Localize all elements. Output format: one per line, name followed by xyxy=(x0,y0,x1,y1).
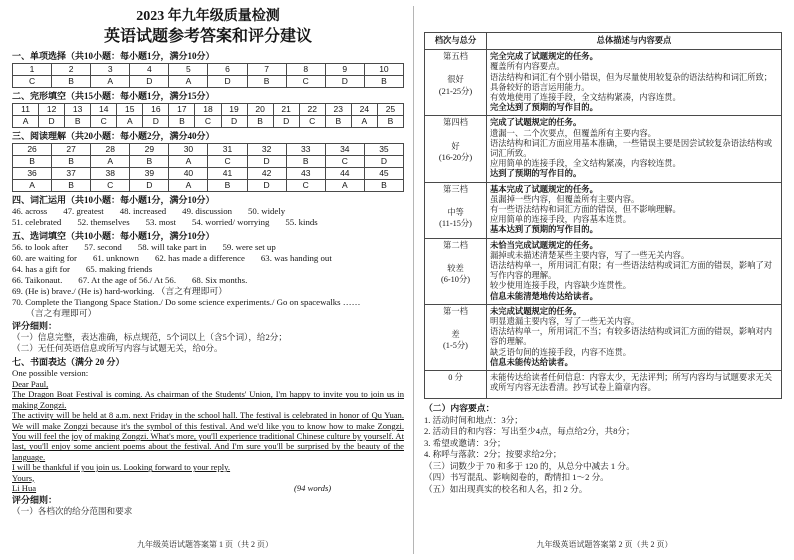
answer-letter: B xyxy=(364,180,403,192)
question-number-row xyxy=(13,104,404,116)
answer-item: 65. making friends xyxy=(85,264,153,274)
tier-grade: 差 xyxy=(451,330,460,340)
answer-row xyxy=(13,156,404,168)
tier-description-line: 覆盖所有内容要点。 xyxy=(490,62,565,72)
tier-description-cell xyxy=(487,304,782,370)
answer-item: 67. At the age of 56./ At 56. xyxy=(78,275,177,285)
tier-description-line: 基本达到了预期的写作目的。 xyxy=(490,225,598,235)
grading-row xyxy=(425,116,782,182)
answer-item: 70. Complete the Tiangong Space Station./ Do some science experiments./ Go on spacewalks …… xyxy=(12,297,361,307)
tier-description-line: 完全完成了试题规定的任务。 xyxy=(490,52,598,62)
tier-description-cell xyxy=(487,50,782,116)
content-point-line: 4. 称呼与落款：2分；按要求给2分； xyxy=(424,449,562,460)
tier-description-cell xyxy=(487,116,782,182)
answer-letter: A xyxy=(117,116,143,128)
question-number: 23 xyxy=(325,104,351,116)
question-number: 15 xyxy=(117,104,143,116)
question-number: 2 xyxy=(52,64,91,76)
essay-closing: Yours, xyxy=(12,472,35,483)
answer-item: 69. (He is) brave./ (He is) hard-working. （言之有理即可） xyxy=(12,286,227,296)
tier-cell xyxy=(425,182,487,238)
content-point-line: （五）如出现真实的校名和人名，扣 2 分。 xyxy=(424,483,588,494)
document-title: 2023 年九年级质量检测 xyxy=(136,9,280,24)
tier-description-line: 未能传达给读者任何信息：内容太少，无法评判；所写内容均与试题要求无关或所写内容无法看清。抄写试卷上篇章内容。 xyxy=(490,373,773,393)
answer-letter: C xyxy=(286,76,325,88)
tier-cell xyxy=(425,304,487,370)
section-2-heading: 二、完形填空（共15小题：每小题1分，满分15分） xyxy=(12,91,215,101)
question-number: 44 xyxy=(325,168,364,180)
page-1 xyxy=(12,8,404,517)
answer-letter: C xyxy=(13,76,52,88)
cloze-answer-table xyxy=(12,103,404,128)
question-number: 27 xyxy=(52,144,91,156)
answer-letter: A xyxy=(169,156,208,168)
answer-letter: A xyxy=(13,116,39,128)
tier-name: 第五档 xyxy=(443,52,468,62)
answer-item: 49. discussion xyxy=(182,206,233,216)
tier-name: 第一档 xyxy=(443,306,468,316)
question-number: 11 xyxy=(13,104,39,116)
question-number: 42 xyxy=(247,168,286,180)
tier-description-line: 虽漏掉一些内容，但覆盖所有主要内容。 xyxy=(490,194,640,204)
question-number: 8 xyxy=(286,64,325,76)
question-number: 7 xyxy=(247,64,286,76)
scoring-rule-line: （一）信息完整，表达准确，标点规范，5个词以上（含5个词），给2分； xyxy=(12,332,287,342)
page-1-footer: 九年级英语试题答案第 1 页（共 2 页） xyxy=(137,540,273,549)
answer-letter: B xyxy=(208,180,247,192)
grading-table-header-row xyxy=(425,33,782,50)
document-subtitle: 英语试题参考答案和评分建议 xyxy=(103,28,312,45)
question-number: 19 xyxy=(221,104,247,116)
model-essay xyxy=(12,379,404,493)
single-choice-answer-table xyxy=(12,63,404,88)
answer-letter: A xyxy=(325,180,364,192)
question-number: 45 xyxy=(364,168,403,180)
answer-letter: C xyxy=(195,116,221,128)
question-number: 6 xyxy=(208,64,247,76)
answer-letter: D xyxy=(143,116,169,128)
essay-signature: Li Hua xyxy=(12,483,37,494)
tier-name: 0 分 xyxy=(448,373,463,383)
word-fill-answers-line-3 xyxy=(12,264,404,275)
grading-row xyxy=(425,371,782,399)
answer-letter: B xyxy=(325,116,351,128)
answer-item: 68. Six months. xyxy=(192,275,248,285)
answer-item: 57. second xyxy=(84,242,122,252)
essay-signature-row xyxy=(12,483,404,493)
vocab-answers-line-2 xyxy=(12,217,404,228)
answer-letter: C xyxy=(91,116,117,128)
tier-score-range: (6-10分) xyxy=(440,275,471,285)
answer-letter: A xyxy=(13,180,52,192)
tier-name: 第三档 xyxy=(443,184,468,194)
tier-description-line: 遗漏一、二个次要点，但覆盖所有主要内容。 xyxy=(490,128,656,138)
answer-letter: C xyxy=(325,156,364,168)
question-number: 38 xyxy=(91,168,130,180)
answer-item: 51. celebrated xyxy=(12,217,62,227)
answer-letter: B xyxy=(52,156,91,168)
answer-letter: A xyxy=(351,116,377,128)
answer-letter: D xyxy=(273,116,299,128)
essay-word-count: (94 words) xyxy=(294,483,332,494)
content-point-line: 2. 活动目的和内容：写出至少4点，每点给2分，共8分； xyxy=(424,426,635,437)
answer-item: 47. greatest xyxy=(63,206,104,216)
answer-letter: D xyxy=(39,116,65,128)
tier-cell xyxy=(425,371,487,399)
short-answers-line-1 xyxy=(12,275,404,286)
answer-item: 46. across xyxy=(12,206,48,216)
answer-letter: B xyxy=(247,116,273,128)
answer-item: 55. kinds xyxy=(285,217,318,227)
tier-description-line: 信息未能传达给读者。 xyxy=(490,357,573,367)
tier-description-line: 语法结构和词汇方面应用基本准确，一些错误主要是因尝试较复杂语法结构或词汇所致。 xyxy=(490,138,773,159)
essay-paragraphs xyxy=(12,389,404,472)
content-points-block xyxy=(424,403,782,495)
question-number: 13 xyxy=(65,104,91,116)
section-3-heading: 三、阅读理解（共20小题：每小题2分，满分40分） xyxy=(12,131,215,141)
tier-cell xyxy=(425,238,487,304)
tier-description-line: 有一些语法结构和词汇方面的错误，但不影响理解。 xyxy=(490,205,681,215)
scoring-rule-line: （二）无任何英语信息或所写内容与试题无关，给0分。 xyxy=(12,343,223,353)
content-point-line: 3. 希望或邀请：3分； xyxy=(424,437,506,448)
answer-item: 53. most xyxy=(145,217,176,227)
essay-grading-table xyxy=(424,32,782,399)
answer-letter: D xyxy=(247,180,286,192)
question-number: 41 xyxy=(208,168,247,180)
content-point-line: （三）词数少于 70 和多于 120 的，从总分中减去 1 分。 xyxy=(424,460,635,471)
essay-paragraph: I will be thankful if you join us. Looking forward to your reply. xyxy=(12,462,231,473)
answer-letter: D xyxy=(325,76,364,88)
answer-letter: C xyxy=(91,180,130,192)
question-number: 17 xyxy=(169,104,195,116)
tier-description-line: 未完成试题规定的任务。 xyxy=(490,306,582,316)
tier-grade: 中等 xyxy=(447,207,464,217)
answer-letter: C xyxy=(299,116,325,128)
answer-letter: B xyxy=(130,156,169,168)
answer-letter: A xyxy=(91,156,130,168)
section-5-heading: 五、选词填空（共10小题：每小题1分，满分10分） xyxy=(12,231,215,241)
tier-description-line: 应用简单的连接手段，全文结构紧凑，内容较连贯。 xyxy=(490,159,681,169)
grading-header-tier: 档次与总分 xyxy=(425,33,487,50)
tier-score-range: (16-20分) xyxy=(438,152,473,162)
answer-item: 62. has made a difference xyxy=(154,253,245,263)
essay-scoring-rules-line: （一）各档次的给分范围和要求 xyxy=(12,506,133,517)
question-number: 43 xyxy=(286,168,325,180)
section-4-heading: 四、词汇运用（共10小题：每小题1分，满分10分） xyxy=(12,195,215,205)
question-number: 30 xyxy=(169,144,208,156)
tier-description-line: 较少使用连接手段，内容缺少连贯性。 xyxy=(490,281,632,291)
answer-item: 66. Taikonaut. xyxy=(12,275,63,285)
tier-description-line: 完成了试题规定的任务。 xyxy=(490,118,582,128)
section-1-heading: 一、单项选择（共10小题：每小题1分，满分10分） xyxy=(12,51,215,61)
content-point-line: （四）书写混乱、影响阅卷的，酌情扣 1～2 分。 xyxy=(424,472,609,483)
content-point-line: 1. 活动时间和地点：3分； xyxy=(424,414,523,425)
answer-letter: A xyxy=(169,180,208,192)
question-number: 18 xyxy=(195,104,221,116)
answer-letter: D xyxy=(221,116,247,128)
question-number: 3 xyxy=(91,64,130,76)
tier-description-line: 缺乏语句间的连接手段，内容不连贯。 xyxy=(490,347,632,357)
answer-item: 60. are waiting for xyxy=(12,253,77,263)
tier-description-line: 明显遗漏主要内容，写了一些无关内容。 xyxy=(490,317,640,327)
tier-grade: 较差 xyxy=(447,263,464,273)
page-2 xyxy=(424,32,782,495)
question-number: 4 xyxy=(130,64,169,76)
tier-description-line: 语法结构单一，所用词汇不当；有较多语法结构或词汇方面的错误，影响对内容的理解。 xyxy=(490,327,773,347)
page-divider xyxy=(413,6,414,554)
answer-letter: B xyxy=(364,76,403,88)
essay-paragraph: The Dragon Boat Festival is coming. As chairman of the Students' Union, I'm happy to invite you to join us in making Zongzi. xyxy=(12,389,404,410)
tier-cell xyxy=(425,50,487,116)
grading-table-body xyxy=(425,50,782,399)
tier-description-line: 达到了预期的写作目的。 xyxy=(490,169,582,179)
grading-row xyxy=(425,304,782,370)
page-2-footer: 九年级英语试题答案第 2 页（共 2 页） xyxy=(536,540,673,549)
possible-version-label: One possible version: xyxy=(12,368,89,378)
question-number: 26 xyxy=(13,144,52,156)
question-number-row xyxy=(13,168,404,180)
question-number: 31 xyxy=(208,144,247,156)
answer-letter: D xyxy=(364,156,403,168)
tier-score-range: (11-15分) xyxy=(439,219,472,229)
short-answers-line-3 xyxy=(12,297,404,308)
question-number: 21 xyxy=(273,104,299,116)
answer-letter: D xyxy=(247,156,286,168)
essay-scoring-rules-title: 评分细则： xyxy=(12,495,58,506)
answer-letter: B xyxy=(286,156,325,168)
tier-grade: 好 xyxy=(451,141,460,151)
question-number: 12 xyxy=(39,104,65,116)
answer-letter: B xyxy=(169,116,195,128)
answer-letter: D xyxy=(208,76,247,88)
question-number: 36 xyxy=(13,168,52,180)
question-number: 32 xyxy=(247,144,286,156)
question-number: 40 xyxy=(169,168,208,180)
answer-row xyxy=(13,76,404,88)
tier-name: 第四档 xyxy=(443,118,468,128)
word-fill-answers-line-2 xyxy=(12,253,404,264)
tier-description-line: 漏掉或未描述清楚某些主要内容，写了一些无关内容。 xyxy=(490,250,690,260)
answer-item: 59. were set up xyxy=(222,242,276,252)
answer-row xyxy=(13,116,404,128)
scoring-rules-lines xyxy=(12,332,404,354)
answer-letter: D xyxy=(130,76,169,88)
answer-item: 52. themselves xyxy=(77,217,130,227)
answer-letter: C xyxy=(208,156,247,168)
answer-item: 54. worried/ worrying xyxy=(191,217,270,227)
scoring-rules-title: 评分细则： xyxy=(12,321,58,331)
answer-item: 58. will take part in xyxy=(137,242,207,252)
tier-description-line: 信息未能清楚地传达给读者。 xyxy=(490,291,598,301)
tier-grade: 很好 xyxy=(447,75,464,85)
question-number: 9 xyxy=(325,64,364,76)
question-number: 35 xyxy=(364,144,403,156)
essay-paragraph: The activity will be held at 8 a.m. next Friday in the school hall. The festival is celebrated in honor of Qu Yuan. We will make Zongzi because it's the symbol of this festival. And we'd like you to know how to make Zongzi. You will feel the joy of making Zongzi. What's more, you'll experience traditional Chinese culture by yourself. At last, you'll enjoy some ancient poems about the festival. And I'm sure you'll be surprised by the beauty of the language. xyxy=(12,410,404,462)
tier-description-line: 基本完成了试题规定的任务。 xyxy=(490,184,598,194)
tier-description-line: 应用简单的连接手段，内容基本连贯。 xyxy=(490,215,632,225)
question-number: 22 xyxy=(299,104,325,116)
content-points-title: （二）内容要点： xyxy=(424,403,495,414)
answer-letter: B xyxy=(377,116,403,128)
question-number: 20 xyxy=(247,104,273,116)
answer-letter: B xyxy=(247,76,286,88)
answer-letter: D xyxy=(130,180,169,192)
tier-description-cell xyxy=(487,182,782,238)
question-number: 39 xyxy=(130,168,169,180)
question-number: 10 xyxy=(364,64,403,76)
answer-letter: C xyxy=(286,180,325,192)
question-number: 5 xyxy=(169,64,208,76)
answer-item: （言之有理即可） xyxy=(26,308,97,318)
tier-description-line: 未恰当完成试题规定的任务。 xyxy=(490,240,598,250)
answer-row xyxy=(13,180,404,192)
answer-item: 56. to look after xyxy=(12,242,69,252)
tier-description-line: 语法结构单一，所用词汇有限；有一些语法结构或词汇方面的错误，影响了对写作内容的理解。 xyxy=(490,261,773,281)
reading-answer-table xyxy=(12,143,404,192)
essay-salutation: Dear Paul, xyxy=(12,379,49,389)
tier-cell xyxy=(425,116,487,182)
short-answers-line-4 xyxy=(12,308,404,319)
answer-item: 48. increased xyxy=(119,206,167,216)
tier-description-line: 完全达到了预期的写作目的。 xyxy=(490,103,598,113)
question-number: 1 xyxy=(13,64,52,76)
content-points-lines xyxy=(424,415,782,496)
answer-letter: B xyxy=(52,76,91,88)
question-number-row xyxy=(13,144,404,156)
question-number: 24 xyxy=(351,104,377,116)
answer-letter: A xyxy=(169,76,208,88)
tier-description-cell xyxy=(487,238,782,304)
vocab-answers-line-1 xyxy=(12,206,404,217)
answer-letter: B xyxy=(13,156,52,168)
grading-row xyxy=(425,238,782,304)
tier-description-line: 有效地使用了连接手段，全文结构紧凑，内容连贯。 xyxy=(490,93,681,103)
grading-header-description: 总体描述与内容要点 xyxy=(487,33,782,50)
question-number: 14 xyxy=(91,104,117,116)
answer-item: 63. was handing out xyxy=(260,253,332,263)
question-number: 33 xyxy=(286,144,325,156)
grading-row xyxy=(425,50,782,116)
question-number: 28 xyxy=(91,144,130,156)
question-number: 34 xyxy=(325,144,364,156)
question-number-row xyxy=(13,64,404,76)
answer-item: 64. has a gift for xyxy=(12,264,70,274)
word-fill-answers-line-1 xyxy=(12,242,404,253)
question-number: 25 xyxy=(377,104,403,116)
short-answers-line-2 xyxy=(12,286,404,297)
answer-item: 50. widely xyxy=(248,206,286,216)
question-number: 29 xyxy=(130,144,169,156)
tier-score-range: (21-25分) xyxy=(438,86,473,96)
question-number: 37 xyxy=(52,168,91,180)
tier-score-range: (1-5分) xyxy=(443,341,468,351)
question-number: 16 xyxy=(143,104,169,116)
grading-row xyxy=(425,182,782,238)
tier-name: 第二档 xyxy=(443,240,468,250)
tier-description-line: 语法结构和词汇有个别小错误，但为尽量使用较复杂的语法结构和词汇所致；具备较好的语言运用能力。 xyxy=(490,72,773,92)
answer-letter: A xyxy=(91,76,130,88)
answer-letter: B xyxy=(52,180,91,192)
answer-item: 61. unknown xyxy=(92,253,139,263)
answer-letter: B xyxy=(65,116,91,128)
section-7-heading: 七、书面表达（满分 20 分） xyxy=(12,357,125,367)
tier-description-cell xyxy=(487,371,782,399)
